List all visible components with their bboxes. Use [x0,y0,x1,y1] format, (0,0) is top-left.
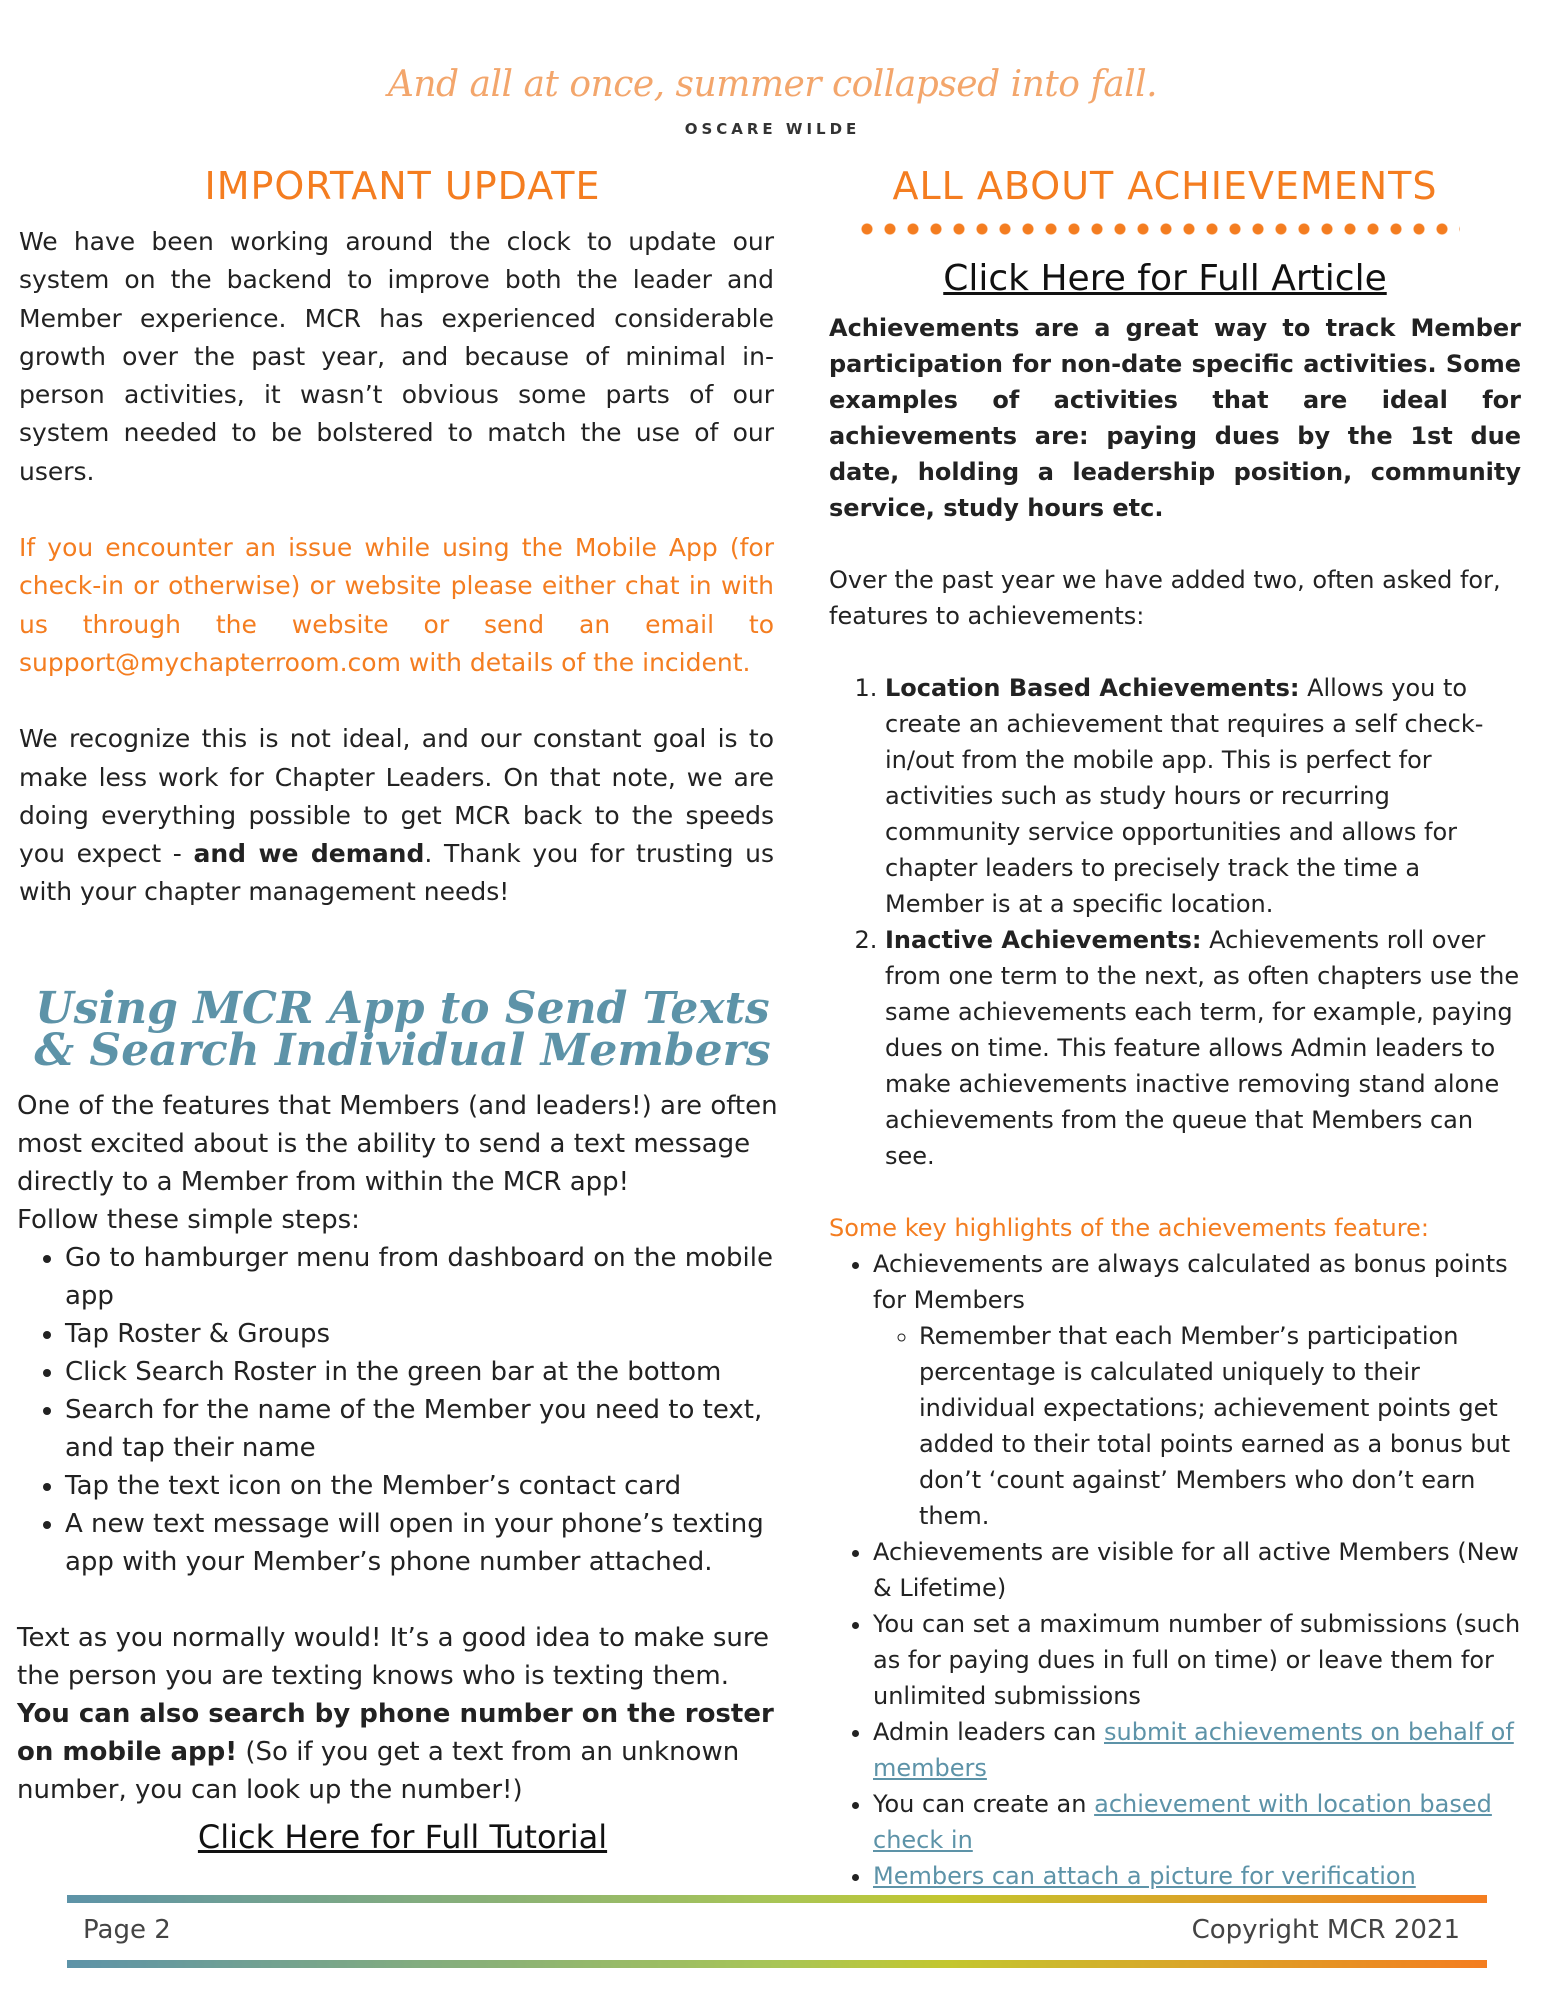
list-item: • Go to hamburger menu from dashboard on the mobile app [65,1239,787,1315]
update-paragraph-3 [19,720,774,911]
texting-section-title [15,983,790,1076]
texting-title-line-1: Using MCR App to Send Texts [35,983,770,1034]
list-item: • You can set a maximum number of submissions (such as for paying dues in full on time) or leave them for unlimited submissions [873,1606,1521,1714]
list-item: • Achievements are visible for all active Members (New & Lifetime) [873,1534,1521,1606]
important-update-heading: IMPORTANT UPDATE [204,164,601,208]
list-item: ◦ Remember that each Member’s participation percentage is calculated uniquely to their individual expectations; achievement points get added to their total points earned as a bonus but don’t ‘count against’ Members who don’t earn them. [919,1318,1521,1534]
dotted-divider [860,222,1460,236]
copyright: Copyright MCR 2021 [1191,1915,1460,1945]
list-item [885,670,1521,922]
list-item: • Tap the text icon on the Member’s contact card [65,1467,787,1505]
texting-outro-bold: You can also search by phone number on the roster on mobile app! [17,1699,774,1767]
update-paragraph-3-text: We recognize this is not ideal, and our constant goal is to make less work for Chapter Leaders. On that note, we are doing everything possible to get MCR back to the speeds you expect - [19,724,774,869]
footer-top-bar [67,1895,1487,1903]
features-list [829,670,1521,1174]
texting-follow-steps: Follow these simple steps: [17,1205,360,1235]
full-tutorial-link[interactable]: Click Here for Full Tutorial [197,1818,608,1856]
list-item: • Click Search Roster in the green bar at the bottom [65,1353,787,1391]
texting-outro-end: (So if you get a text from an unknown number, you can look up the number!) [17,1737,740,1805]
feature-title: Location Based Achievements: [885,674,1300,702]
submit-on-behalf-link[interactable]: submit achievements on behalf of members [873,1718,1514,1782]
highlights-title: Some key highlights of the achievements feature: [829,1214,1429,1242]
list-item [873,1858,1521,1894]
highlight-text: You can create an [873,1790,1095,1818]
achievements-added: Over the past year we have added two, often asked for, features to achievements: [829,566,1501,630]
footer-bottom-bar [67,1960,1487,1968]
texting-section-body [17,1087,787,1809]
texting-steps-list [17,1239,787,1581]
texting-outro [17,1619,787,1809]
important-update-body [19,223,774,912]
achievements-heading: ALL ABOUT ACHIEVEMENTS [892,164,1438,208]
update-paragraph-3-bold: and we demand [193,839,425,869]
list-item: • Search for the name of the Member you need to text, and tap their name [65,1391,787,1467]
achievements-body [829,310,1521,1894]
quote-author: OSCARE WILDE [684,120,861,138]
full-article-link[interactable]: Click Here for Full Article [943,258,1387,299]
location-check-in-link[interactable]: achievement with location based check in [873,1790,1492,1854]
texting-outro-text: Text as you normally would! It’s a good idea to make sure the person you are texting knows who is texting them. [17,1623,769,1691]
list-item [885,922,1521,1174]
update-paragraph-3-end: . Thank you for trusting us with your chapter management needs! [19,839,774,907]
highlight-sublist [873,1318,1521,1534]
texting-intro: One of the features that Members (and leaders!) are often most excited about is the ability to send a text message directly to a Member from within the MCR app! [17,1091,778,1197]
quote-text: And all at once, summer collapsed into fall. [387,64,1158,105]
feature-text: Achievements roll over from one term to the next, as often chapters use the same achievements each term, for example, paying dues on time. This feature allows Admin leaders to make achievements inactive removing stand alone achievements from the queue that Members can see. [885,926,1520,1170]
highlight-text: Achievements are always calculated as bonus points for Members [873,1250,1508,1314]
attach-picture-link[interactable]: Members can attach a picture for verification [873,1862,1416,1890]
list-item [873,1714,1521,1786]
list-item: • Tap Roster & Groups [65,1315,787,1353]
update-paragraph-2: If you encounter an issue while using the Mobile App (for check-in or otherwise) or website please either chat in with us through the website or send an email to support@mychapterroom.com with details of the incident. [19,533,774,677]
highlight-text: Admin leaders can [873,1718,1104,1746]
texting-title-line-2: & Search Individual Members [34,1025,771,1076]
feature-text: Allows you to create an achievement that requires a self check-in/out from the mobile app. This is perfect for activities such as study hours or recurring community service opportunities and allows for chapter leaders to precisely track the time a Member is at a specific location. [885,674,1484,918]
achievements-intro: Achievements are a great way to track Member participation for non-date specific activities. Some examples of activities that are ideal for achievements are: paying dues by the 1st due date, holding a leadership position, community service, study hours etc. [829,314,1521,522]
feature-title: Inactive Achievements: [885,926,1202,954]
list-item [873,1246,1521,1534]
update-paragraph-1: We have been working around the clock to update our system on the backend to improve both the leader and Member experience. MCR has experienced considerable growth over the past year, and because of minimal in-person activities, it wasn’t obvious some parts of our system needed to be bolstered to match the use of our users. [19,227,774,486]
highlights-list [829,1246,1521,1894]
list-item [873,1786,1521,1858]
page-number: Page 2 [83,1915,171,1945]
list-item: • A new text message will open in your phone’s texting app with your Member’s phone number attached. [65,1505,787,1581]
